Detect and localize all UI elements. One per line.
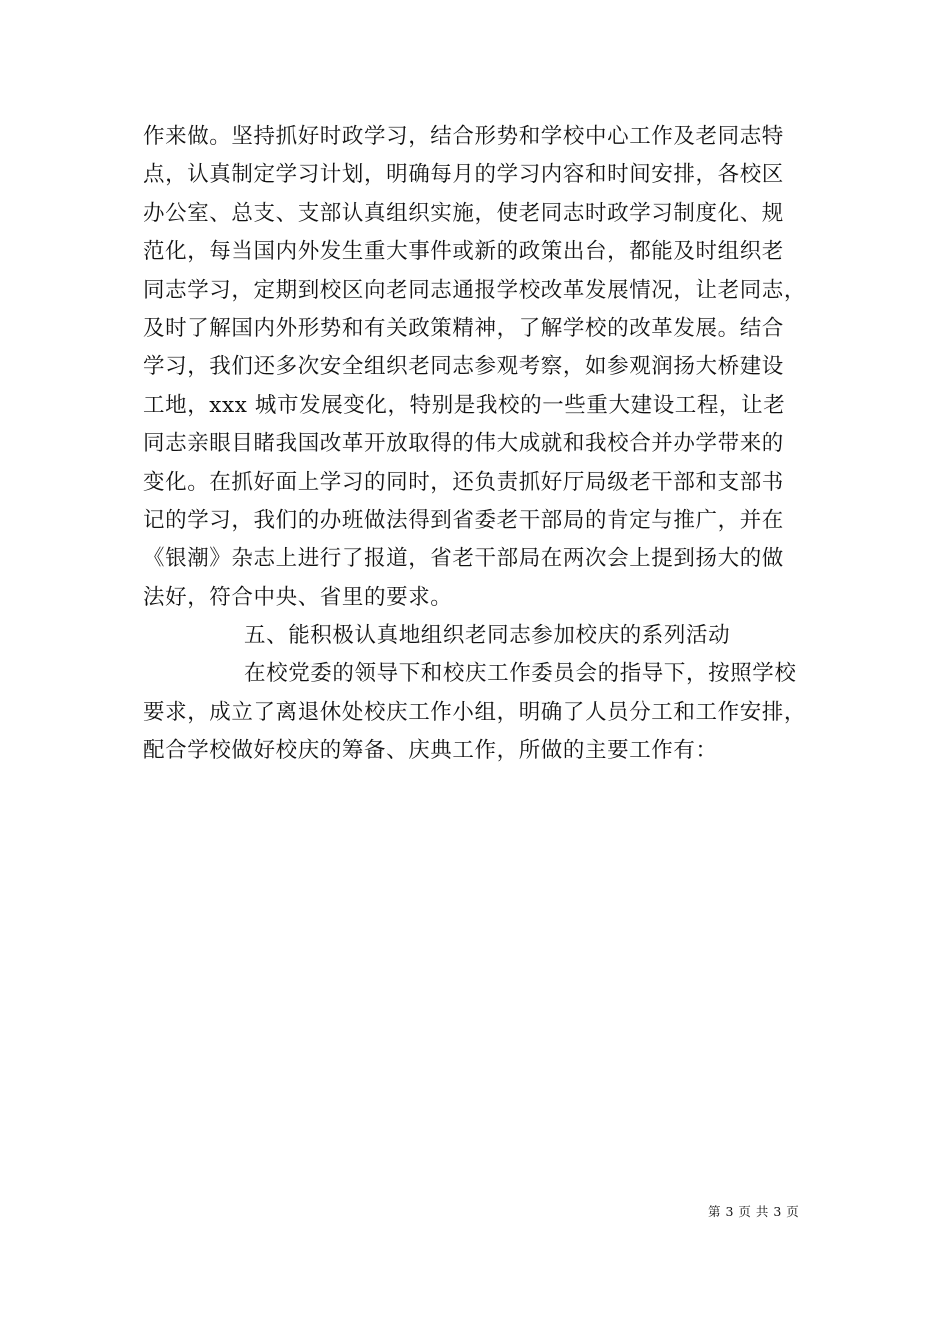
paragraph-line: 要求，成立了离退休处校庆工作小组，明确了人员分工和工作安排， — [143, 699, 807, 725]
text-line: 工地，xxx 城市发展变化，特别是我校的一些重大建设工程，让老 — [143, 392, 786, 418]
page-number-footer: 第 3 页 共 3 页 — [708, 1204, 800, 1219]
text-line: 办公室、总支、支部认真组织实施，使老同志时政学习制度化、规 — [143, 200, 784, 226]
text-line: 法好，符合中央、省里的要求。 — [143, 584, 453, 610]
text-line: 《银潮》杂志上进行了报道，省老干部局在两次会上提到扬大的做 — [143, 546, 784, 572]
text-line: 及时了解国内外形势和有关政策精神，了解学校的改革发展。结合 — [143, 315, 784, 341]
text-line: 同志学习，定期到校区向老同志通报学校改革发展情况，让老同志， — [143, 277, 807, 303]
document-body — [143, 118, 823, 771]
text-line: 范化，每当国内外发生重大事件或新的政策出台，都能及时组织老 — [143, 239, 784, 265]
text-line: 同志亲眼目睹我国改革开放取得的伟大成就和我校合并办学带来的 — [143, 431, 784, 457]
paragraph-line: 在校党委的领导下和校庆工作委员会的指导下，按照学校 — [244, 661, 797, 687]
section-heading: 五、能积极认真地组织老同志参加校庆的系列活动 — [244, 623, 731, 649]
text-line: 点，认真制定学习计划，明确每月的学习内容和时间安排，各校区 — [143, 162, 784, 188]
paragraph-line: 配合学校做好校庆的筹备、庆典工作，所做的主要工作有： — [143, 738, 718, 764]
text-line: 变化。在抓好面上学习的同时，还负责抓好厅局级老干部和支部书 — [143, 469, 784, 495]
text-line: 作来做。坚持抓好时政学习，结合形势和学校中心工作及老同志特 — [143, 124, 784, 149]
text-line: 学习，我们还多次安全组织老同志参观考察，如参观润扬大桥建设 — [143, 354, 784, 380]
text-line: 记的学习，我们的办班做法得到省委老干部局的肯定与推广，并在 — [143, 507, 784, 533]
